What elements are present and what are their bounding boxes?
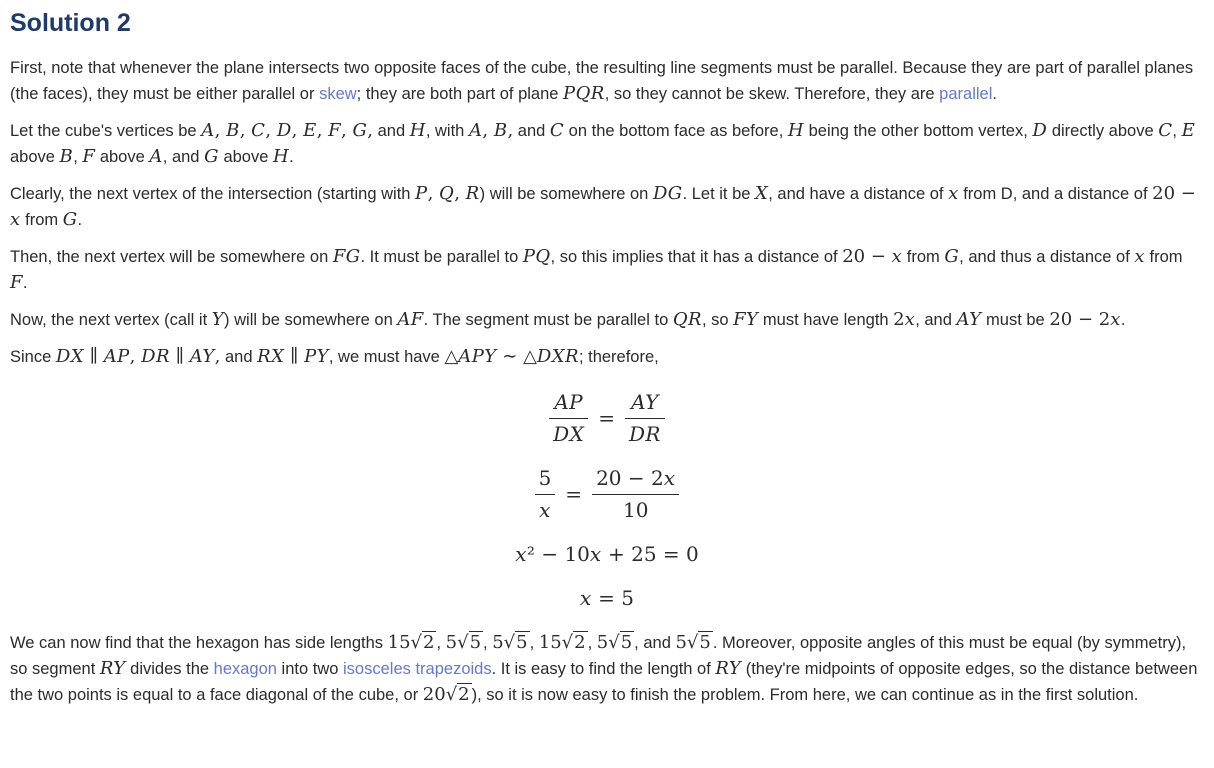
- wiki-link[interactable]: hexagon: [213, 660, 277, 678]
- text-run: into two: [276, 660, 344, 678]
- text-run: . The segment must be parallel to: [423, 311, 673, 329]
- math-inline: A, B, C, D, E, F, G,: [201, 120, 374, 141]
- math-inline: G: [62, 209, 78, 230]
- paragraph-intro: [10, 55, 1204, 107]
- paragraph-vertex-x: [10, 181, 1204, 233]
- text-run: First, note that whenever the plane intersects two opposite faces of the cube, the resulting line segments must be parallel. Because they are part of parallel planes (the faces), they must be either parallel or: [10, 59, 1194, 103]
- math-inline: F: [10, 272, 23, 293]
- text-run: ; therefore,: [578, 348, 659, 366]
- math-inline: FG: [332, 246, 361, 267]
- radicand: 2: [423, 632, 435, 653]
- math-inline: A, B,: [468, 120, 514, 141]
- math-inline: E: [1181, 120, 1196, 141]
- fraction: [625, 390, 665, 447]
- wiki-link[interactable]: isosceles trapezoids: [343, 660, 492, 678]
- wiki-link[interactable]: skew: [319, 85, 357, 103]
- text-run: .: [22, 274, 28, 292]
- fraction-denominator: x: [535, 494, 556, 523]
- text-run: , with: [425, 122, 469, 140]
- math-inline: x: [948, 183, 959, 204]
- sqrt-expression: 5√5: [445, 632, 482, 653]
- text-run: ,: [1172, 122, 1182, 140]
- math-inline: D: [1032, 120, 1048, 141]
- math-inline: RY: [99, 658, 126, 679]
- math-inline: H: [409, 120, 426, 141]
- text-run: above: [95, 148, 150, 166]
- text-run: being the other bottom vertex,: [804, 122, 1033, 140]
- math-inline: x: [1134, 246, 1145, 267]
- text-run: Let the cube's vertices be: [10, 122, 202, 140]
- text-run: , so this implies that it has a distance of: [550, 248, 843, 266]
- math-inline: 20 − 2x: [1049, 309, 1121, 330]
- math-inline: DG: [652, 183, 683, 204]
- text-run: ,: [529, 634, 539, 652]
- sqrt-expression: 5√5: [596, 632, 633, 653]
- text-run: divides the: [125, 660, 214, 678]
- math-inline: H: [787, 120, 805, 141]
- paragraph-vertex-y: [10, 307, 1204, 333]
- sqrt-expression: 5√5: [492, 632, 528, 653]
- text-run: Since: [10, 348, 56, 366]
- sqrt-expression: 15√2: [538, 632, 586, 653]
- math-inline: PQ: [522, 246, 551, 267]
- fraction-numerator: 5: [538, 466, 552, 490]
- math-inline: 2x: [893, 309, 916, 330]
- wiki-link[interactable]: parallel: [939, 85, 993, 103]
- math-inline: QR: [672, 309, 702, 330]
- sqrt-expression: 5√5: [675, 632, 711, 653]
- sqrt-expression: 15√2: [387, 632, 435, 653]
- paragraph-conclusion: [10, 630, 1204, 708]
- text-run: and: [373, 122, 410, 140]
- equation-quadratic: [10, 542, 1204, 567]
- text-run: must have length: [758, 311, 894, 329]
- text-run: from: [902, 248, 945, 266]
- radicand: 2: [574, 632, 586, 653]
- radicand: 5: [620, 632, 633, 653]
- text-run: and: [513, 122, 550, 140]
- text-run: from: [20, 211, 63, 229]
- text-run: ; they are both part of plane: [356, 85, 564, 103]
- text-run: above: [10, 148, 60, 166]
- text-run: , and thus a distance of: [959, 248, 1135, 266]
- equals-sign: =: [565, 482, 583, 506]
- fraction-numerator: 20 − 2x: [596, 466, 676, 490]
- text-run: . Let it be: [682, 185, 756, 203]
- math-inline: 20 − x: [10, 183, 1196, 230]
- text-run: . It is easy to find the length of: [491, 660, 716, 678]
- math-display: x² − 10x + 25 = 0: [515, 542, 699, 566]
- radical-sign-icon: √: [608, 632, 620, 653]
- text-run: ), so it is now easy to finish the problem. From here, we can continue as in the first solution.: [471, 686, 1139, 704]
- page-title: Solution 2: [10, 9, 131, 37]
- radicand: 5: [516, 632, 528, 653]
- math-inline: FY: [733, 309, 759, 330]
- fraction-denominator: DX: [549, 418, 588, 447]
- text-run: on the bottom face as before,: [564, 122, 788, 140]
- text-run: (they're midpoints of opposite edges, so the distance between the two points is equal to a face diagonal of the cube, or: [10, 660, 1198, 704]
- sqrt-expression: 20√2: [422, 684, 470, 705]
- math-inline: F: [82, 146, 96, 167]
- radicand: 5: [699, 632, 711, 653]
- math-inline: B: [59, 146, 74, 167]
- radical-sign-icon: √: [503, 632, 516, 653]
- text-run: and: [220, 348, 258, 366]
- math-inline: AY: [956, 309, 982, 330]
- math-inline: 20 − x: [842, 246, 903, 267]
- math-inline: X: [755, 183, 769, 204]
- text-run: , we must have: [328, 348, 445, 366]
- math-inline: AF: [397, 309, 424, 330]
- text-run: Clearly, the next vertex of the intersection (starting with: [10, 185, 416, 203]
- text-run: , so: [701, 311, 734, 329]
- text-run: ,: [483, 634, 493, 652]
- text-run: ,: [436, 634, 446, 652]
- math-inline: PQR: [563, 83, 605, 104]
- paragraph-vertices: [10, 118, 1204, 170]
- math-inline: A: [149, 146, 163, 167]
- math-inline: P, Q, R: [415, 183, 480, 204]
- math-inline: DX ∥ AP, DR ∥ AY,: [55, 346, 221, 367]
- math-inline: C: [1158, 120, 1173, 141]
- text-run: must be: [981, 311, 1050, 329]
- text-run: from: [1144, 248, 1183, 266]
- paragraph-similarity: [10, 344, 1204, 370]
- text-run: ) will be somewhere on: [479, 185, 653, 203]
- text-run: directly above: [1047, 122, 1159, 140]
- equation-substituted: [10, 466, 1204, 523]
- fraction-numerator: AP: [554, 390, 584, 414]
- fraction: [535, 466, 556, 523]
- math-inline: G: [204, 146, 219, 167]
- fraction-denominator: DR: [625, 418, 665, 447]
- text-run: . It must be parallel to: [360, 248, 523, 266]
- math-display: x = 5: [580, 586, 634, 610]
- radical-sign-icon: √: [457, 632, 469, 653]
- equals-sign: =: [598, 406, 615, 430]
- equation-ratio: [10, 390, 1204, 447]
- text-run: .: [992, 85, 997, 103]
- paragraph-vertex-fg: [10, 244, 1204, 296]
- text-run: , and: [915, 311, 957, 329]
- fraction-denominator: 10: [592, 494, 679, 523]
- math-inline: RX ∥ PY: [257, 346, 329, 367]
- radical-sign-icon: √: [445, 684, 458, 705]
- fraction: [549, 390, 588, 447]
- fraction-numerator: AY: [631, 390, 659, 414]
- radical-sign-icon: √: [686, 632, 699, 653]
- text-run: .: [1120, 311, 1126, 329]
- text-run: . Moreover, opposite angles of this must be equal (by symmetry), so segment: [10, 634, 1187, 678]
- math-inline: G: [944, 246, 960, 267]
- text-run: We can now find that the hexagon has side lengths: [10, 634, 388, 652]
- text-run: , so they cannot be skew. Therefore, they are: [604, 85, 940, 103]
- fraction: [592, 466, 679, 523]
- text-run: , and: [162, 148, 205, 166]
- text-run: , and have a distance of: [768, 185, 949, 203]
- text-run: above: [218, 148, 273, 166]
- equation-solution: [10, 586, 1204, 611]
- radicand: 2: [458, 684, 470, 705]
- radical-sign-icon: √: [410, 632, 423, 653]
- text-run: Now, the next vertex (call it: [10, 311, 212, 329]
- text-run: .: [77, 211, 83, 229]
- text-run: ,: [73, 148, 83, 166]
- text-run: ,: [587, 634, 597, 652]
- text-run: , and: [634, 634, 676, 652]
- math-inline: C: [549, 120, 565, 141]
- math-inline: Y: [211, 309, 225, 330]
- text-run: Then, the next vertex will be somewhere on: [10, 248, 333, 266]
- radical-sign-icon: √: [561, 632, 574, 653]
- equation-block: [10, 390, 1204, 611]
- math-inline: H: [272, 146, 290, 167]
- math-inline: RY: [715, 658, 742, 679]
- text-run: ) will be somewhere on: [224, 311, 398, 329]
- text-run: .: [289, 148, 294, 166]
- text-run: from D, and a distance of: [958, 185, 1153, 203]
- radicand: 5: [469, 632, 482, 653]
- math-inline: △APY ∼ △DXR: [444, 346, 579, 367]
